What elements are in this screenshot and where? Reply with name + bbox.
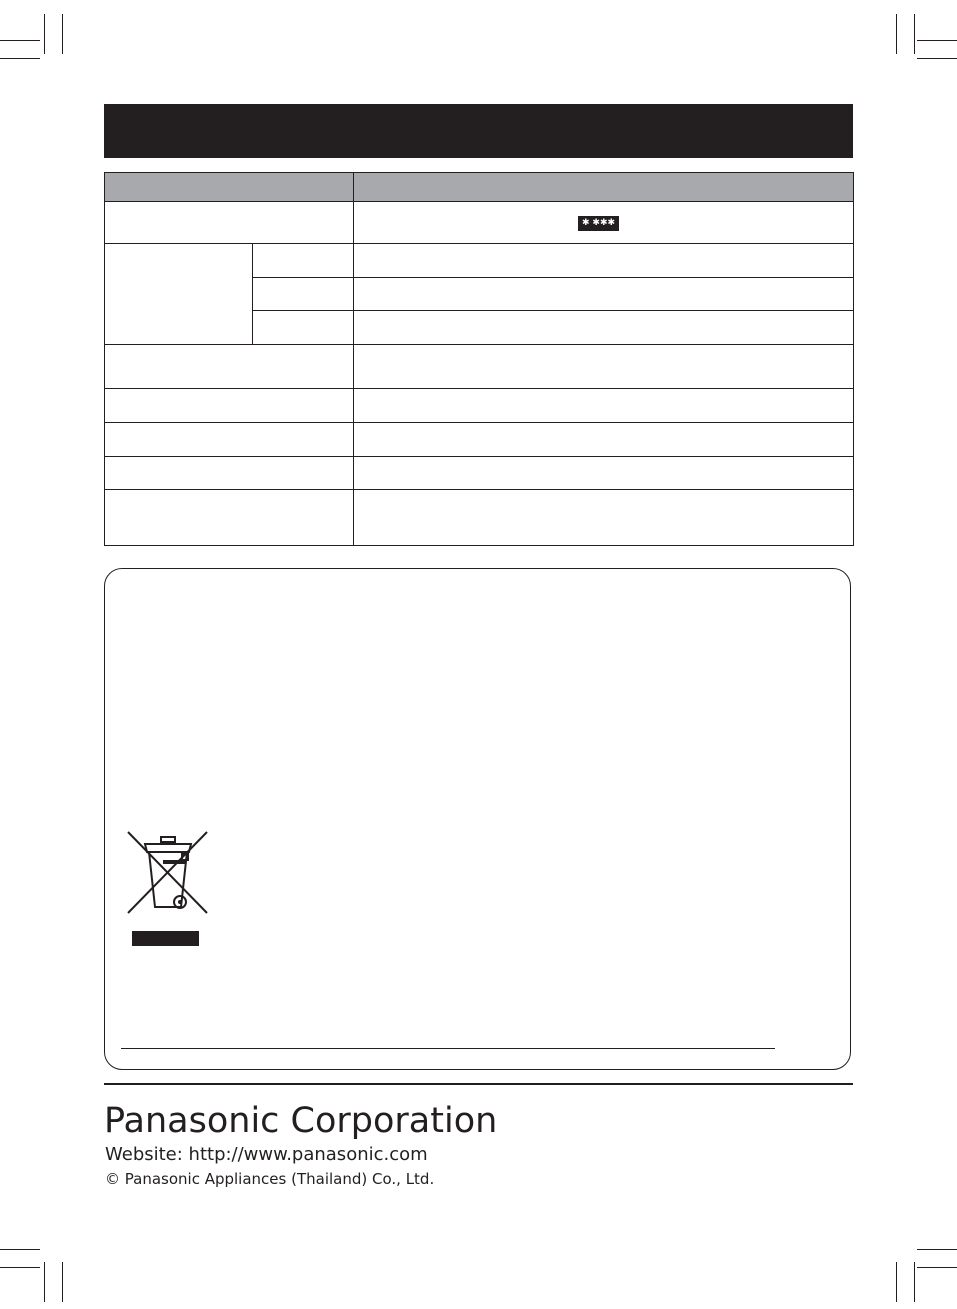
table-cell xyxy=(354,423,854,457)
disposal-mark-bar xyxy=(132,931,199,946)
table-cell xyxy=(105,490,354,546)
table-header-cell xyxy=(105,173,354,202)
table-row xyxy=(105,490,854,546)
copyright-line: © Panasonic Appliances (Thailand) Co., Ltd. xyxy=(105,1170,435,1188)
table-cell xyxy=(354,244,854,278)
crop-mark xyxy=(0,58,40,59)
crop-mark xyxy=(917,40,957,41)
crop-mark xyxy=(896,1262,897,1302)
table-cell xyxy=(354,311,854,345)
table-cell xyxy=(105,345,354,389)
table-cell xyxy=(354,278,854,311)
crop-mark xyxy=(914,1262,915,1302)
table-cell xyxy=(354,202,854,244)
section-header-bar xyxy=(104,104,853,158)
table-row xyxy=(105,389,854,423)
table-header-row xyxy=(105,173,854,202)
table-row xyxy=(105,457,854,490)
disposal-notice-box xyxy=(104,568,851,1070)
table-cell xyxy=(105,389,354,423)
star-rating-label: ✱ ✱✱✱ xyxy=(582,218,616,228)
table-cell xyxy=(105,423,354,457)
table-row xyxy=(105,244,854,278)
crop-mark xyxy=(44,1262,45,1302)
crop-mark xyxy=(917,1267,957,1268)
notice-divider xyxy=(121,1048,775,1049)
crop-mark xyxy=(917,58,957,59)
table-cell xyxy=(253,278,354,311)
table-cell xyxy=(105,244,253,345)
table-cell xyxy=(105,202,354,244)
table-cell xyxy=(105,457,354,490)
table-row xyxy=(105,202,854,244)
snowflake-three-star-freezer-icon xyxy=(578,216,619,231)
table-header-cell xyxy=(354,173,854,202)
table-cell xyxy=(253,244,354,278)
table-cell xyxy=(354,345,854,389)
table-cell xyxy=(253,311,354,345)
crop-mark xyxy=(62,14,63,54)
table-cell xyxy=(354,457,854,490)
crop-mark xyxy=(0,1249,40,1250)
specification-table xyxy=(104,172,854,546)
table-row xyxy=(105,345,854,389)
crop-mark xyxy=(917,1249,957,1250)
crop-mark xyxy=(896,14,897,54)
footer-divider xyxy=(104,1083,853,1085)
crop-mark xyxy=(62,1262,63,1302)
table-cell xyxy=(354,389,854,423)
crop-mark xyxy=(44,14,45,54)
crop-mark xyxy=(0,40,40,41)
table-row xyxy=(105,423,854,457)
table-cell xyxy=(354,490,854,546)
crop-mark xyxy=(914,14,915,54)
crop-mark xyxy=(0,1267,40,1268)
website-line: Website: http://www.panasonic.com xyxy=(105,1144,428,1165)
company-name: Panasonic Corporation xyxy=(104,1101,498,1141)
